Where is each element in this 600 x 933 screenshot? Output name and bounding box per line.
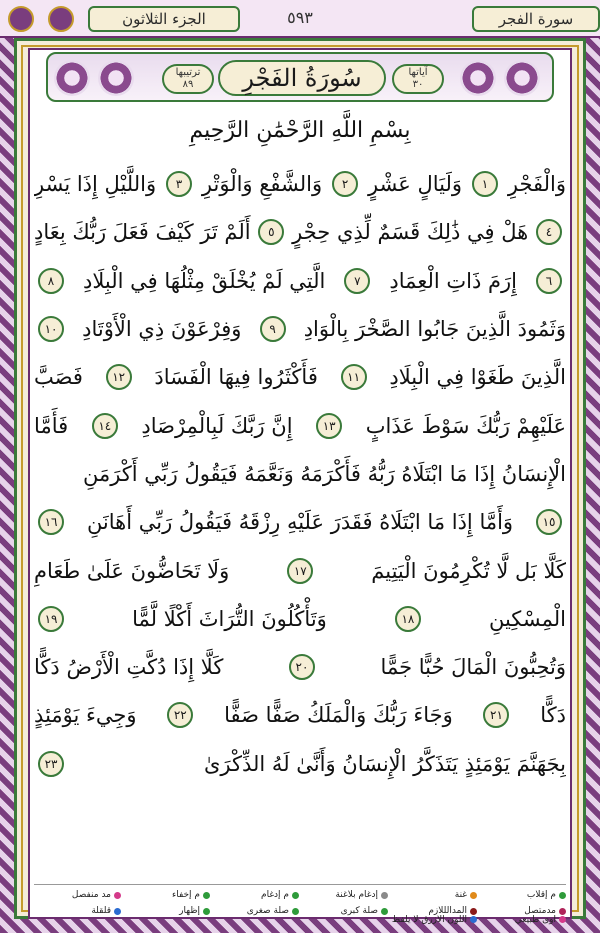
legend-label: مدمتصل <box>524 906 556 916</box>
ayah-number-marker: ١٥ <box>536 509 562 535</box>
verse-line <box>34 691 566 739</box>
legend-label: م إدغام <box>261 890 289 900</box>
legend-item <box>390 890 477 900</box>
legend-label: غنة <box>454 890 467 900</box>
verse-text: وَتَأْكُلُونَ التُّرَاثَ أَكْلًا لَّمًّا <box>132 606 327 631</box>
ayah-number-marker: ٤ <box>536 219 562 245</box>
banner-ornament-icon <box>98 60 134 96</box>
ayah-number-marker: ٢٠ <box>289 654 315 680</box>
legend-label: صلة كبرى <box>340 906 378 916</box>
verse-text: بِجَهَنَّمَ يَوْمَئِذٍ يَتَذَكَّرُ الْإِنسَانُ وَأَنَّىٰ لَهُ الذِّكْرَىٰ <box>203 751 566 776</box>
ayah-number-marker: ١٢ <box>106 364 132 390</box>
legend-item <box>479 890 566 900</box>
verse-text: الْمِسْكِينِ <box>488 606 566 631</box>
verse-text: وَاللَّيْلِ إِذَا يَسْرِ <box>34 172 157 197</box>
verse-text: كَلَّا إِذَا دُكَّتِ الْأَرْضُ دَكًّا <box>34 655 224 680</box>
verse-text: فَأَكْثَرُوا فِيهَا الْفَسَادَ <box>154 365 318 390</box>
legend-swatch-icon <box>381 892 388 899</box>
banner-ornament-icon <box>54 60 90 96</box>
surah-order-value: ٨٩ <box>182 79 194 90</box>
page-number: ٥٩٣ <box>287 8 313 27</box>
ayah-number-marker: ١٨ <box>395 606 421 632</box>
ayah-number-marker: ١٠ <box>38 316 64 342</box>
ayah-number-marker: ١٧ <box>287 558 313 584</box>
legend-item <box>212 890 299 900</box>
legend-item <box>123 906 210 916</box>
verse-text: إِنَّ رَبَّكَ لَبِالْمِرْصَادِ <box>141 413 293 438</box>
corner-ornament-icon <box>48 6 74 32</box>
verse-text: وَتُحِبُّونَ الْمَالَ حُبًّا جَمًّا <box>380 655 566 680</box>
ayah-number-marker: ٥ <box>258 219 284 245</box>
verse-line <box>34 498 566 546</box>
header-strip <box>0 0 600 38</box>
verse-line <box>34 450 566 498</box>
verse-line <box>34 401 566 449</box>
legend-swatch-icon <box>203 908 210 915</box>
legend-item <box>34 890 121 900</box>
corner-ornament-icon <box>8 6 34 32</box>
ayah-number-marker: ٨ <box>38 268 64 294</box>
verse-text: هَلْ فِي ذَٰلِكَ قَسَمٌ لِّذِي حِجْرٍ <box>292 220 529 245</box>
legend-swatch-icon <box>381 908 388 915</box>
verse-text: وَالْفَجْرِ <box>507 172 566 197</box>
verse-text: وَجَاءَ رَبُّكَ وَالْمَلَكُ صَفًّا صَفًّا <box>224 703 453 728</box>
verse-text: وَأَمَّا إِذَا مَا ابْتَلَاهُ فَقَدَرَ عَلَيْهِ رِزْقَهُ فَيَقُولُ رَبِّي أَهَانَنِ <box>86 510 514 535</box>
legend-swatch-icon <box>559 916 566 923</box>
legend-swatch-icon <box>470 916 477 923</box>
ayah-number-marker: ٦ <box>536 268 562 294</box>
legend-label: إظهار <box>179 906 200 916</box>
surah-order-label: ترتيبها <box>175 67 201 78</box>
banner-ornament-icon <box>460 60 496 96</box>
verse-text: الْإِنسَانُ إِذَا مَا ابْتَلَاهُ رَبُّهُ فَأَكْرَمَهُ وَنَعَّمَهُ فَيَقُولُ رَبِّي أَكْرَمَنِ <box>82 461 566 486</box>
verse-text: وَالشَّفْعِ وَالْوَتْرِ <box>201 172 323 197</box>
verse-line <box>34 353 566 401</box>
legend-item <box>479 915 566 925</box>
ayah-number-marker: ٢١ <box>483 702 509 728</box>
legend-item <box>123 890 210 900</box>
verse-text: الَّتِي لَمْ يُخْلَقْ مِثْلُهَا فِي الْبِلَادِ <box>83 268 326 293</box>
verse-text: كَلَّا بَل لَّا تُكْرِمُونَ الْيَتِيمَ <box>371 558 566 583</box>
legend-label: م إقلاب <box>526 890 556 900</box>
tajweed-legend <box>34 884 566 925</box>
legend-label: م إخفاء <box>171 890 200 900</box>
verse-line <box>34 595 566 643</box>
legend-item <box>301 906 388 916</box>
verse-text: وَفِرْعَوْنَ ذِي الْأَوْتَادِ <box>82 317 242 342</box>
ayah-number-marker: ٢٣ <box>38 751 64 777</box>
verse-line <box>34 740 566 788</box>
verse-text: الَّذِينَ طَغَوْا فِي الْبِلَادِ <box>389 365 566 390</box>
surah-header-label: سورة الفجر <box>472 6 600 32</box>
legend-label: مد منفصل <box>71 890 111 900</box>
verse-text: وَجِيءَ يَوْمَئِذٍ <box>34 703 137 728</box>
legend-swatch-icon <box>292 908 299 915</box>
legend-label: اوى طبيعي <box>514 914 556 925</box>
juz-label: الجزء الثلاثون <box>88 6 240 32</box>
ayah-number-marker: ٧ <box>344 268 370 294</box>
verse-text: وَلَا تَحَاضُّونَ عَلَىٰ طَعَامِ <box>34 558 230 583</box>
ayah-number-marker: ١٣ <box>316 413 342 439</box>
legend-swatch-icon <box>559 908 566 915</box>
verse-text: إِرَمَ ذَاتِ الْعِمَادِ <box>389 268 517 293</box>
ayah-number-marker: ١٤ <box>92 413 118 439</box>
ayah-number-marker: ١٦ <box>38 509 64 535</box>
ayah-number-marker: ١ <box>472 171 498 197</box>
ayah-number-marker: ٣ <box>166 171 192 197</box>
legend-item <box>390 915 477 925</box>
ayah-number-marker: ٢ <box>332 171 358 197</box>
ayah-number-marker: ١٩ <box>38 606 64 632</box>
legend-item <box>212 906 299 916</box>
verse-text: أَلَمْ تَرَ كَيْفَ فَعَلَ رَبُّكَ بِعَادٍ <box>34 220 251 245</box>
legend-swatch-icon <box>203 892 210 899</box>
ayah-count-label: آياتها <box>408 67 428 78</box>
ayah-number-marker: ٩ <box>260 316 286 342</box>
verse-text: فَصَبَّ <box>34 365 83 390</box>
legend-label: المدالللازم <box>428 906 467 916</box>
legend-swatch-icon <box>559 892 566 899</box>
legend-label: قلقلة <box>91 906 111 916</box>
verse-line <box>34 208 566 256</box>
legend-item <box>301 890 388 900</box>
surah-banner <box>46 52 554 102</box>
ayah-number-marker: ٢٢ <box>167 702 193 728</box>
legend-swatch-icon <box>114 908 121 915</box>
basmala: بِسْمِ اللَّهِ الرَّحْمَٰنِ الرَّحِيمِ <box>189 118 411 143</box>
legend-label: صلة صغرى <box>246 906 289 916</box>
verse-text: فَأَمَّا <box>34 413 69 438</box>
verse-line <box>34 643 566 691</box>
verse-text: وَثَمُودَ الَّذِينَ جَابُوا الصَّخْرَ بِالْوَادِ <box>303 317 566 342</box>
verse-text: وَلَيَالٍ عَشْرٍ <box>367 172 463 197</box>
ayah-number-marker: ١١ <box>341 364 367 390</box>
verse-text: دَكًّا <box>540 703 566 728</box>
legend-swatch-icon <box>470 908 477 915</box>
surah-order-badge <box>162 64 214 94</box>
legend-swatch-icon <box>292 892 299 899</box>
verse-lines <box>34 160 566 788</box>
legend-label: إدغام بلاغنة <box>335 890 378 900</box>
surah-title: سُورَةُ الفَجْرِ <box>218 60 386 96</box>
ayah-count-badge <box>392 64 444 94</box>
legend-swatch-icon <box>470 892 477 899</box>
verse-line <box>34 160 566 208</box>
legend-item <box>34 906 121 916</box>
verse-text: عَلَيْهِمْ رَبُّكَ سَوْطَ عَذَابٍ <box>365 413 566 438</box>
legend-label: اللون الأزرق لا يلفظ <box>391 914 467 925</box>
legend-swatch-icon <box>114 892 121 899</box>
verse-line <box>34 546 566 594</box>
banner-ornament-icon <box>504 60 540 96</box>
verse-line <box>34 257 566 305</box>
verse-line <box>34 305 566 353</box>
ayah-count-value: ٣٠ <box>412 79 424 90</box>
